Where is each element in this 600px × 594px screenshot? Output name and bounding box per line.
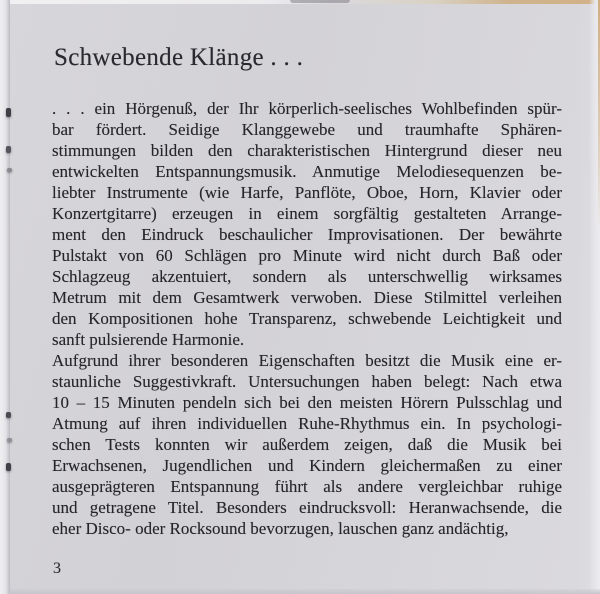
text-line: Konzertgitarre) erzeugen in einem sorgfältig gestalteten Arrange- [52,204,562,223]
text-line: sanft pulsierende Harmonie. [52,330,245,349]
text-line: . . . ein Hörgenuß, der Ihr körperlich-seelisches Wohlbefinden spür- [52,99,562,118]
scan-edge-bottom [0,589,600,594]
text-line: ment den Eindruck beschaulicher Improvisationen. Der bewährte [52,225,562,244]
text-line: liebter Instrumente (wie Harfe, Panflöte, Oboe, Horn, Klavier oder [52,183,562,202]
binding-mark [6,412,11,418]
binding-mark [7,168,12,172]
text-line: entwickelten Entspannungsmusik. Anmutige Melodiesequenzen be- [52,162,562,181]
binding-edge [0,0,10,594]
text-line: staunliche Suggestivkraft. Untersuchungen haben belegt: Nach etwa [52,372,562,391]
text-line: bar fördert. Seidige Klanggewebe und traumhafte Sphären- [52,120,562,139]
text-line: Aufgrund ihrer besonderen Eigenschaften besitzt die Musik eine er- [52,351,562,370]
text-line: und getragene Titel. Besonders eindrucksvoll: Heranwachsende, die [52,498,562,517]
paragraph [52,98,562,350]
binding-mark [6,463,11,471]
text-line: ausgeprägteren Entspannung führt als andere vergleichbar ruhige [52,477,562,496]
text-line: Atmung auf ihren individuellen Ruhe-Rhythmus ein. In psychologi- [52,414,562,433]
text-line: den Kompositionen hohe Transparenz, schwebende Leichtigkeit und [52,309,562,328]
page-number: 3 [53,560,61,577]
text-line: 10 – 15 Minuten pendeln sich bei den meisten Hörern Pulsschlag und [52,393,562,412]
paragraph [52,350,562,539]
body-text [52,98,562,539]
binding-mark [7,438,12,442]
binding-mark [6,146,11,153]
scan-smudge [290,0,350,3]
text-line: Schlagzeug akzentuiert, sondern als unterschwellig wirksames [52,267,562,286]
text-line: stimmungen bilden den charakteristischen Hintergrund dieser neu [52,141,562,160]
text-line: schen Tests konnten wir außerdem zeigen, daß die Musik bei [52,435,562,454]
text-line: Erwachsenen, Jugendlichen und Kindern gleichermaßen zu einer [52,456,562,475]
page-title: Schwebende Klänge . . . [54,44,304,71]
text-line: Metrum mit dem Gesamtwerk verwoben. Diese Stilmittel verleihen [52,288,562,307]
text-line: Pulstakt von 60 Schlägen pro Minute wird nicht durch Baß oder [52,246,562,265]
binding-mark [6,108,11,117]
text-line: eher Disco- oder Rocksound bevorzugen, lauschen ganz andächtig, [52,519,509,538]
